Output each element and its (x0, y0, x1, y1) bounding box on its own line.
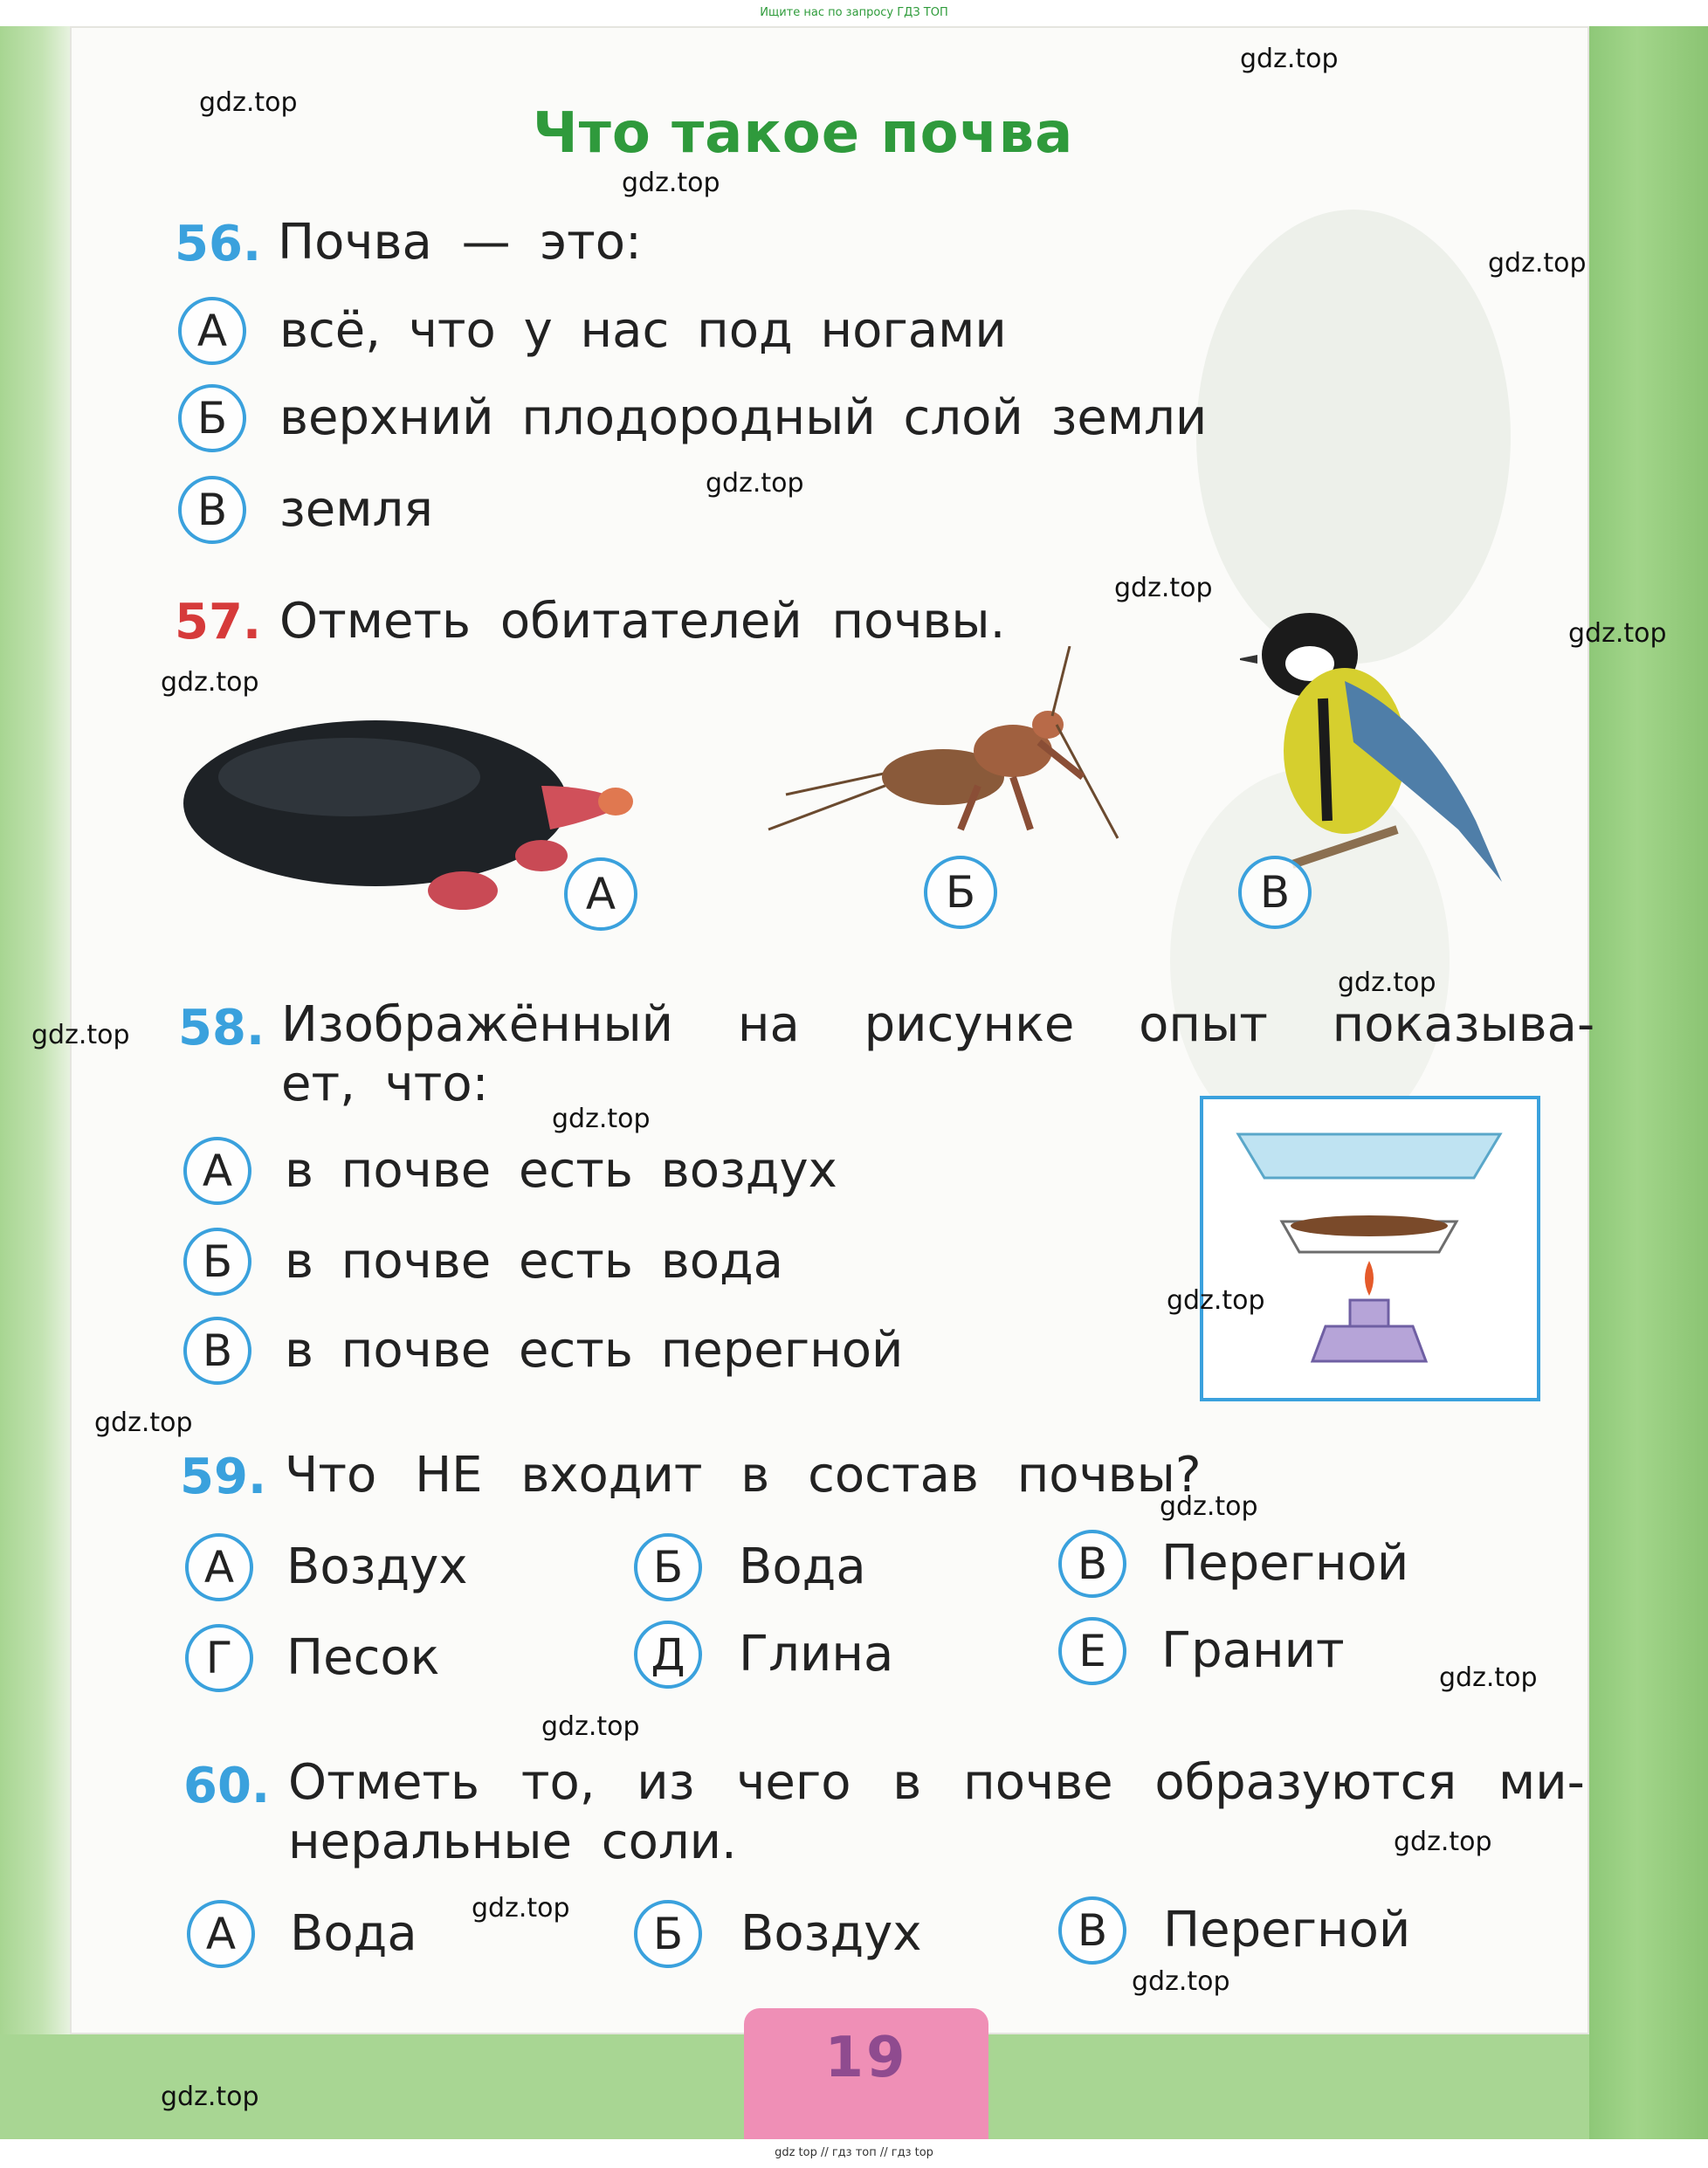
q57-number: 57. (175, 594, 262, 650)
q60-number: 60. (183, 1758, 271, 1814)
watermark: gdz.top (199, 87, 298, 118)
q59-option-a-circle[interactable]: А (185, 1533, 253, 1601)
watermark: gdz.top (472, 1893, 570, 1924)
q59-option-c-circle[interactable]: В (1058, 1530, 1126, 1598)
q58-option-a-circle[interactable]: А (183, 1137, 251, 1205)
q59-number: 59. (180, 1449, 267, 1505)
q57-option-b-circle[interactable]: Б (924, 856, 997, 929)
watermark: gdz.top (552, 1104, 651, 1134)
q59-option-e-text: Глина (739, 1626, 894, 1683)
mole-cricket-image (751, 646, 1126, 847)
q60-option-a-text: Вода (290, 1905, 417, 1962)
q59-option-e-circle[interactable]: Д (634, 1621, 702, 1689)
page-title: Что такое почва (533, 101, 1074, 166)
q56-number: 56. (175, 216, 262, 272)
q58-text-line2: ет, что: (281, 1056, 489, 1112)
q59-text: Что НЕ входит в состав почвы? (285, 1447, 1202, 1504)
q56-option-c-text: земля (279, 481, 433, 538)
q56-option-b-circle[interactable]: Б (178, 384, 246, 452)
bottom-banner: gdz top // гдз топ // гдз top (775, 2146, 933, 2159)
watermark: gdz.top (1240, 44, 1339, 74)
q60-option-a-circle[interactable]: А (187, 1900, 255, 1968)
watermark: gdz.top (622, 168, 720, 198)
q56-option-a-circle[interactable]: А (178, 297, 246, 365)
q58-text-line1: Изображённый на рисунке опыт показыва- (281, 996, 1595, 1053)
q59-option-c-text: Перегной (1161, 1535, 1409, 1592)
watermark: gdz.top (161, 2082, 259, 2112)
q59-option-a-text: Воздух (286, 1538, 468, 1595)
watermark: gdz.top (1160, 1491, 1258, 1522)
q57-text: Отметь обитателей почвы. (279, 593, 1006, 650)
watermark: gdz.top (1338, 967, 1436, 998)
watermark: gdz.top (1132, 1966, 1230, 1997)
q56-option-a-text: всё, что у нас под ногами (279, 302, 1007, 359)
q56-option-c-circle[interactable]: В (178, 476, 246, 544)
watermark: gdz.top (1114, 573, 1213, 603)
q56-option-b-text: верхний плодородный слой земли (279, 389, 1208, 446)
q58-option-c-text: в почве есть перегной (285, 1322, 904, 1379)
watermark: gdz.top (1439, 1662, 1538, 1693)
q60-option-c-circle[interactable]: В (1058, 1896, 1126, 1965)
q57-option-c-circle[interactable]: В (1238, 856, 1312, 929)
q60-text-line1: Отметь то, из чего в почве образуются ми- (288, 1754, 1585, 1811)
tit-bird-image (1240, 602, 1546, 899)
page-number: 19 (824, 2026, 908, 2090)
watermark: gdz.top (1488, 248, 1587, 279)
watermark: gdz.top (541, 1711, 640, 1742)
q58-option-b-circle[interactable]: Б (183, 1228, 251, 1296)
q58-number: 58. (178, 1000, 265, 1056)
watermark: gdz.top (94, 1407, 193, 1438)
q59-option-d-text: Песок (286, 1629, 440, 1686)
q59-option-d-circle[interactable]: Г (185, 1624, 253, 1692)
experiment-image (1203, 1099, 1537, 1398)
q58-option-b-text: в почве есть вода (285, 1233, 783, 1290)
q60-option-b-text: Воздух (740, 1905, 922, 1962)
watermark: gdz.top (161, 667, 259, 698)
left-green-margin (0, 26, 70, 2139)
q59-option-f-text: Гранит (1161, 1622, 1345, 1679)
q60-text-line2: неральные соли. (288, 1814, 737, 1870)
q59-option-b-text: Вода (739, 1538, 866, 1595)
right-green-margin (1589, 26, 1708, 2139)
watermark: gdz.top (1394, 1827, 1492, 1857)
q57-option-a-circle[interactable]: А (564, 857, 637, 931)
q58-option-a-text: в почве есть воздух (285, 1142, 837, 1199)
q59-option-f-circle[interactable]: Е (1058, 1617, 1126, 1685)
q60-option-c-text: Перегной (1163, 1902, 1411, 1958)
watermark: gdz.top (31, 1020, 130, 1050)
watermark: gdz.top (706, 468, 804, 499)
q60-option-b-circle[interactable]: Б (634, 1900, 702, 1968)
top-banner: Ищите нас по запросу ГДЗ ТОП (760, 6, 948, 19)
q56-text: Почва — это: (278, 214, 642, 271)
q59-option-b-circle[interactable]: Б (634, 1533, 702, 1601)
q58-option-c-circle[interactable]: В (183, 1317, 251, 1385)
watermark: gdz.top (1167, 1285, 1265, 1316)
watermark: gdz.top (1568, 618, 1667, 649)
